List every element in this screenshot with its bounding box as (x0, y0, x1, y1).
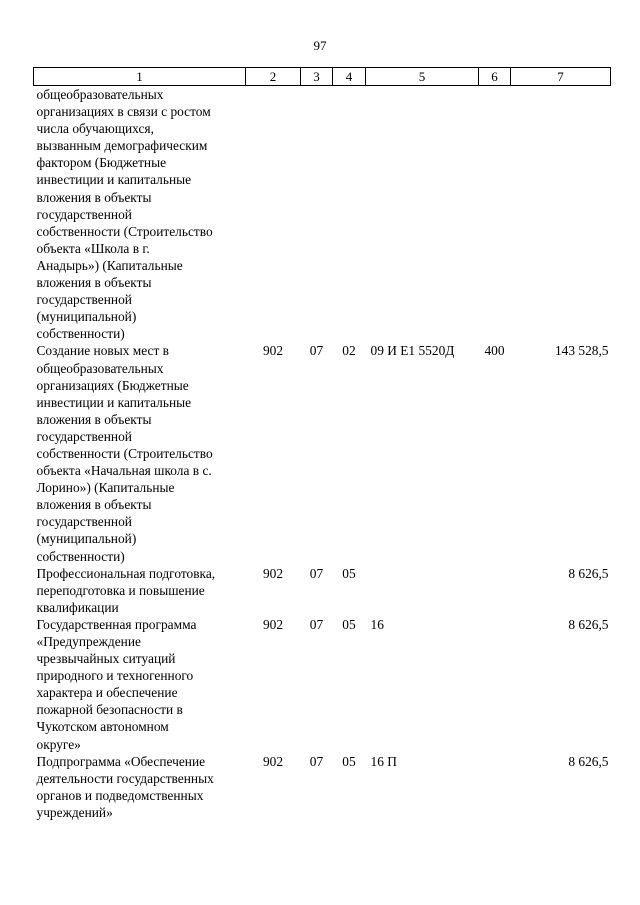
row-name-line: Чукотском автономном (36, 719, 169, 735)
row-name-line: фактором (Бюджетные (36, 155, 167, 171)
header-col-6: 6 (479, 68, 511, 86)
row-name-line: вызванным демографическим (36, 138, 208, 154)
row-name-line: общеобразовательных (36, 360, 164, 376)
row-name-line: собственности (Строительство (36, 445, 213, 461)
section-code: 07 (309, 753, 324, 769)
subsection-code (333, 86, 366, 343)
subsection-code: 05 (342, 753, 356, 769)
ministry-code: 902 (262, 565, 284, 581)
row-name-line: квалификации (36, 599, 119, 615)
row-name-line: характера и обеспечение (36, 685, 178, 701)
budget-table (33, 67, 611, 821)
row-name-line: инвестиции и капитальные (36, 394, 192, 410)
row-name-line: государственной (36, 292, 132, 308)
row-name-line: вложения в объекты (36, 497, 152, 513)
ministry-code: 902 (262, 753, 284, 769)
amount-value: 8 626,5 (568, 565, 609, 581)
row-name-line: переподготовка и повышение (36, 582, 205, 598)
ministry-code: 902 (262, 343, 284, 359)
table-row (34, 753, 611, 821)
row-name-cell (34, 86, 246, 343)
ministry-code (246, 86, 301, 343)
table-row (34, 86, 611, 343)
section-code: 07 (309, 565, 324, 581)
target-article-code: 16 (370, 616, 384, 632)
row-name-line: общеобразовательных (36, 87, 164, 102)
target-article-code (366, 86, 479, 343)
row-name-line: Подпрограмма «Обеспечение (36, 753, 206, 769)
header-col-3: 3 (301, 68, 333, 86)
expense-type-code (479, 616, 511, 753)
expense-type-code (479, 86, 511, 343)
row-name-cell (34, 616, 246, 753)
row-name-line: объекта «Школа в г. (36, 240, 150, 256)
row-name-line: собственности) (36, 548, 125, 564)
row-name-line: природного и техногенного (36, 668, 194, 684)
row-name-line: учреждений» (36, 804, 113, 820)
row-name-line: округе» (36, 736, 81, 752)
row-name-line: чрезвычайных ситуаций (36, 651, 176, 667)
row-name-line: Создание новых мест в (36, 343, 169, 359)
row-name-line: вложения в объекты (36, 189, 152, 205)
row-name-line: организациях (Бюджетные (36, 377, 189, 393)
row-name-line: Лорино») (Капитальные (36, 480, 175, 496)
target-article-code: 16 П (370, 753, 397, 769)
row-name-line: объекта «Начальная школа в с. (36, 463, 212, 479)
header-col-2: 2 (246, 68, 301, 86)
row-name-cell (34, 342, 246, 564)
amount-value: 8 626,5 (568, 753, 609, 769)
row-name-line: организациях в связи с ростом (36, 104, 211, 120)
row-name-line: инвестиции и капитальные (36, 172, 192, 188)
table-body (34, 86, 611, 822)
table-row (34, 616, 611, 753)
row-name-line: вложения в объекты (36, 275, 152, 291)
header-col-1: 1 (34, 68, 246, 86)
row-name-line: (муниципальной) (36, 309, 137, 325)
table-header (34, 68, 611, 86)
row-name-line: числа обучающихся, (36, 121, 154, 137)
row-name-line: собственности) (36, 326, 125, 342)
table-row (34, 565, 611, 616)
target-article-code: 09 И Е1 5520Д (370, 343, 455, 359)
amount-value: 8 626,5 (568, 616, 609, 632)
expense-type-code (479, 753, 511, 821)
row-name-cell (34, 753, 246, 821)
expense-type-code: 400 (484, 343, 505, 359)
subsection-code: 05 (342, 616, 356, 632)
section-code (301, 86, 333, 343)
row-name-line: государственной (36, 206, 132, 222)
row-name-cell (34, 565, 246, 616)
row-name-line: «Предупреждение (36, 634, 141, 649)
header-col-5: 5 (366, 68, 479, 86)
page-number: 97 (313, 38, 327, 53)
header-col-7: 7 (511, 68, 611, 86)
header-col-4: 4 (333, 68, 366, 86)
row-name-line: собственности (Строительство (36, 223, 213, 239)
row-name-line: Профессиональная подготовка, (36, 565, 216, 581)
row-name-line: государственной (36, 514, 132, 530)
target-article-code (366, 565, 479, 616)
section-code: 07 (309, 343, 324, 359)
subsection-code: 02 (342, 343, 356, 359)
section-code: 07 (309, 616, 324, 632)
ministry-code: 902 (262, 616, 284, 632)
amount-value (511, 86, 611, 343)
header-row (34, 68, 611, 86)
row-name-line: вложения в объекты (36, 411, 152, 427)
row-name-line: пожарной безопасности в (36, 702, 183, 718)
row-name-line: органов и подведомственных (36, 787, 204, 803)
subsection-code: 05 (342, 565, 356, 581)
row-name-line: государственной (36, 428, 132, 444)
row-name-line: деятельности государственных (36, 770, 214, 786)
expense-type-code (479, 565, 511, 616)
amount-value: 143 528,5 (554, 343, 609, 359)
row-name-line: Государственная программа (36, 616, 197, 632)
row-name-line: Анадырь») (Капитальные (36, 257, 183, 273)
table-row (34, 342, 611, 564)
row-name-line: (муниципальной) (36, 531, 137, 547)
